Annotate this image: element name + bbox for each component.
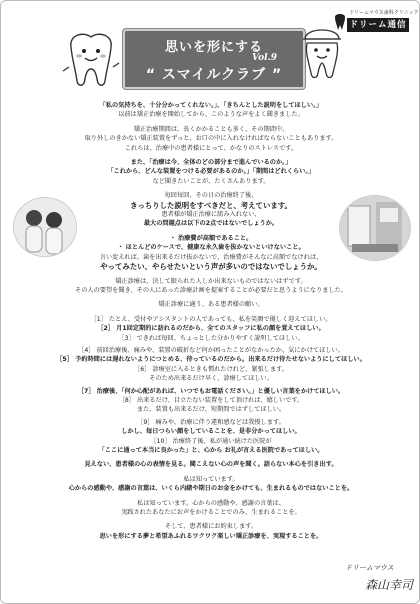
problem-point: ・ ほとんどのケースで、健康な永久歯を抜かないといけないこと。: [117, 244, 305, 252]
wish-item: ［1］ たとえ、受付やアシスタントの人であっても、私を笑顔で優しく迎えてほしい。: [90, 315, 332, 323]
wish-item: 「ここに通って本当に良かった」と、心から お礼が言える医院であってほしい。: [98, 447, 324, 454]
explanation-text: 最大の問題点は以下の2点ではないでしょうか。: [143, 220, 279, 228]
wish-item: ［6］ 診療室に入るときも慣れたけれど、緊張します。: [134, 365, 288, 373]
clinic-name: ドリームマウス歯科クリニック: [349, 10, 419, 16]
title-banner: [123, 29, 305, 89]
explanation-text: 毎回毎回、その日の治療終了後、: [164, 192, 258, 200]
problem-point: ・ 治療費が高額であること。: [169, 234, 253, 242]
key-message: 見えない、患者様の心の表情を見る。聞こえない心の声を聞く。語らない本心を引き出す。: [84, 461, 338, 469]
patient-question: また、「治療は今、全体のどの部分まで進んでいるのか。」: [130, 159, 292, 167]
wish-item: ［9］ 痛みや、治療に伴う違和感などは我慢します。: [137, 418, 285, 426]
proposal-text: その人の要望を聞き、その人にあった診療計画を提案することが必要だと思うようになりました。: [75, 286, 347, 294]
closing-text: 私は知っています。心からの感動や、感謝の言葉は、: [137, 499, 285, 507]
volume-label: Vol.9: [252, 53, 277, 63]
wish-item: ［7］ 治療後、「何か心配があれば、いつでもお電話ください。」と優しい言葉をかけてほしい。: [77, 387, 345, 395]
wish-item: ［4］ 前回治療後、痛みや、装置の破折など何か困ったことがなかったか、気にかけてほしい。: [78, 346, 344, 354]
wishes-intro: 矯正診療に適う、ある患者様の願い。: [158, 301, 264, 309]
wish-item: ［8］ 出来るだけ、目立たない装置をして頂ければ、嬉しいです。: [118, 396, 304, 404]
problem-point: 言い変えれば、歯を出来るだけ抜かないで、治療費がそんなに高額でなければ、: [99, 253, 323, 261]
closing-text: 実践されたあなたにお声をかけることでのみ、生まれることを。: [121, 509, 301, 517]
treatment-period-text: 矯正治療期間は、長くかかることも多く、その期間中、: [133, 125, 289, 133]
page-subtitle: “ スマイルクラブ ”: [145, 67, 283, 83]
patient-question: 「これから、どんな装置をつける必要があるのか。」「期間はどれくらい。」: [107, 168, 315, 176]
wish-item: ［3］ できれば毎回、ちょっとした分かりやすく説明してほしい。: [118, 334, 304, 342]
patient-question: など聞きたいことが、たくさんあります。: [152, 177, 270, 185]
wish-item: また、装置も出来るだけ、短期間ではずしてほしい。: [136, 406, 286, 414]
treatment-period-text: これらは、治療中の患者様にとって、かなりのストレスです。: [124, 144, 298, 152]
article-body: [9, 101, 413, 541]
opening-text: 以前は矯正治療を開始してから、このような声をよく聞きました。: [118, 111, 304, 119]
wish-item: しかし、毎日つらい顔をしていることを、是非分かってほしい。: [121, 428, 301, 436]
newsletter-header: [1, 1, 420, 97]
signature-name: 森山幸司: [365, 578, 414, 592]
newsletter-name: ドリーム通信: [347, 18, 409, 32]
wish-item: ［10］ 治療終了後、私が通い続けた医院が: [150, 437, 272, 445]
proposal-text: 矯正診療は、決して限られた人しか出来ないものではないはずです。: [115, 277, 307, 285]
opening-quote: 「私の気持ちを、十分分かってくれない。」、「きちんとした説明をしてほしい。」: [99, 102, 323, 109]
wish-item: ［2］ 月1回定期的に訪れるのだから、全てのスタッフに私の顔を覚えてほしい。: [97, 325, 325, 333]
wish-item: ［5］ 予約時間には遅れないようにつとめる、待っているのだから。出来るだけ待たせないようにしてほしい。: [56, 356, 366, 364]
closing-text: 私は知っています。: [183, 475, 239, 483]
clinic-brand: [331, 9, 419, 35]
page-title: 思いを形にする: [164, 40, 263, 55]
wish-item: そのため出来るだけ早く、診療してほしい。: [149, 375, 273, 383]
explanation-text: 患者様が矯正治療に組み入れない、: [161, 211, 261, 219]
problem-point: やってみたい、やらせたいという声が多いのではないでしょうか。: [100, 262, 322, 272]
clinic-logo-icon: [333, 13, 347, 31]
closing-text: 心からの感動や、感謝の言葉は、いくら内緒や期日のお金をかけても、生まれるものではないことを。: [68, 485, 354, 493]
signature-clinic: ドリームマウス: [345, 564, 394, 572]
explanation-text: きっちりした説明をすべきだと、考えています。: [130, 200, 292, 210]
signature: [345, 563, 414, 595]
treatment-period-text: 取り外しのきかない矯正装置をずっと、お口の中に入れなければならないこともあります。: [84, 135, 338, 143]
promise-text: そして、患者様にお約束します。: [164, 523, 258, 531]
promise-text: 思いを形にする夢と希望あふれるワクワク楽しい矯正診療を、実現することを。: [99, 532, 323, 540]
tooth-mascot-icon: [61, 27, 121, 91]
